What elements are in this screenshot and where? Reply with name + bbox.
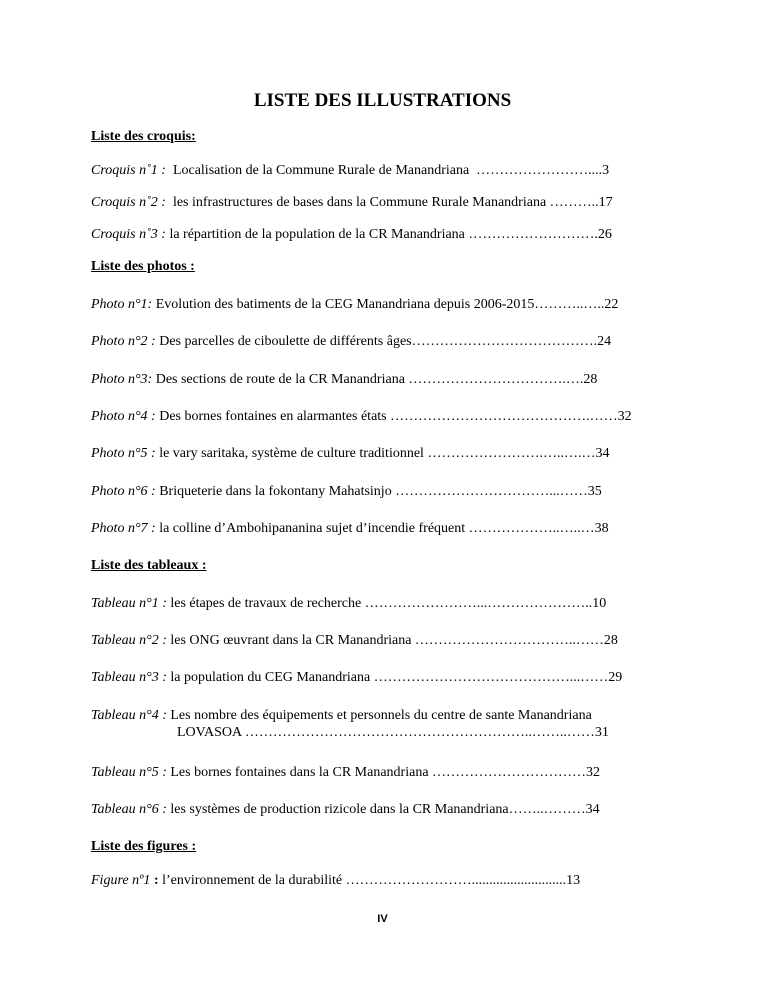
list-item-tableau-1 — [91, 595, 606, 612]
item-text: le vary saritaka, système de culture traditionnel …………………….…..….…34 — [155, 446, 610, 461]
item-label-colon: : — [150, 873, 159, 888]
list-item-croquis-2 — [91, 194, 613, 211]
item-text: la répartition de la population de la CR Manandriana ……………………….26 — [165, 227, 612, 242]
item-label: Tableau n°4 : — [91, 708, 167, 723]
item-text: Des sections de route de la CR Manandriana …………………………….….28 — [152, 372, 598, 387]
item-text: Localisation de la Commune Rurale de Manandriana ……………………....3 — [165, 163, 610, 178]
item-label: Photo n°1: — [91, 297, 153, 312]
list-item-tableau-3 — [91, 669, 622, 686]
page-title: LISTE DES ILLUSTRATIONS — [253, 90, 512, 111]
item-text: les ONG œuvrant dans la CR Manandriana ……………………………..……28 — [166, 633, 618, 648]
list-item-photo-4 — [91, 408, 632, 425]
list-item-croquis-1 — [91, 162, 609, 179]
list-item-photo-2 — [91, 333, 611, 350]
item-text: Des parcelles de ciboulette de différents âges………………………………….24 — [155, 334, 612, 349]
list-item-photo-5 — [91, 445, 609, 462]
item-label: Tableau n°3 : — [91, 670, 167, 685]
list-item-tableau-5 — [91, 764, 600, 781]
item-text: la colline d’Ambohipananina sujet d’incendie fréquent ………………..…..…38 — [155, 521, 609, 536]
item-label: Tableau n°2 : — [91, 633, 167, 648]
list-item-photo-1 — [91, 296, 618, 313]
item-text: Briqueterie dans la fokontany Mahatsinjo ……………………………...……35 — [155, 484, 602, 499]
item-label: Photo n°5 : — [91, 446, 156, 461]
list-item-photo-3 — [91, 371, 597, 388]
list-item-tableau-2 — [91, 632, 618, 649]
section-heading-tableaux: Liste des tableaux : — [91, 558, 207, 573]
section-heading-photos: Liste des photos : — [91, 259, 195, 274]
section-heading-croquis: Liste des croquis: — [91, 129, 196, 144]
list-item-croquis-3 — [91, 226, 612, 243]
section-heading-figures: Liste des figures : — [91, 839, 197, 854]
item-text: Des bornes fontaines en alarmantes états …………………………………….……32 — [155, 409, 632, 424]
item-label: Tableau n°1 : — [91, 596, 167, 611]
item-label: Tableau n°6 : — [91, 802, 167, 817]
item-label: Croquis n˚1 : — [91, 163, 166, 178]
list-item-tableau-4 — [91, 707, 609, 741]
item-text: les systèmes de production rizicole dans la CR Manandriana……..………34 — [166, 802, 600, 817]
item-text: la population du CEG Manandriana ……………………………………...……29 — [166, 670, 623, 685]
list-item-tableau-6 — [91, 801, 600, 818]
item-text: les infrastructures de bases dans la Commune Rurale Manandriana ………..17 — [165, 195, 613, 210]
item-text: Les bornes fontaines dans la CR Manandriana ……………………………32 — [166, 765, 601, 780]
item-text: l’environnement de la durabilité ………………………...........................13 — [158, 873, 581, 888]
item-text-continuation: LOVASOA ……………………………………………………..……..……31 — [177, 725, 609, 740]
list-item-figure-1 — [91, 872, 580, 889]
item-label: Tableau n°5 : — [91, 765, 167, 780]
item-label: Croquis n˚3 : — [91, 227, 166, 242]
item-label: Photo n°6 : — [91, 484, 156, 499]
item-label: Figure nº1 — [91, 873, 151, 888]
list-item-photo-7 — [91, 520, 609, 537]
item-label: Photo n°7 : — [91, 521, 156, 536]
item-label: Croquis n˚2 : — [91, 195, 166, 210]
list-item-photo-6 — [91, 483, 602, 500]
item-text: Les nombre des équipements et personnels du centre de sante Manandriana — [166, 708, 592, 723]
item-text: Evolution des batiments de la CEG Manandriana depuis 2006-2015………..…..22 — [152, 297, 619, 312]
page-number: IV — [377, 913, 388, 925]
item-label: Photo n°2 : — [91, 334, 156, 349]
item-label: Photo n°4 : — [91, 409, 156, 424]
item-text: les étapes de travaux de recherche ……………………...…………………..10 — [166, 596, 607, 611]
item-label: Photo n°3: — [91, 372, 153, 387]
